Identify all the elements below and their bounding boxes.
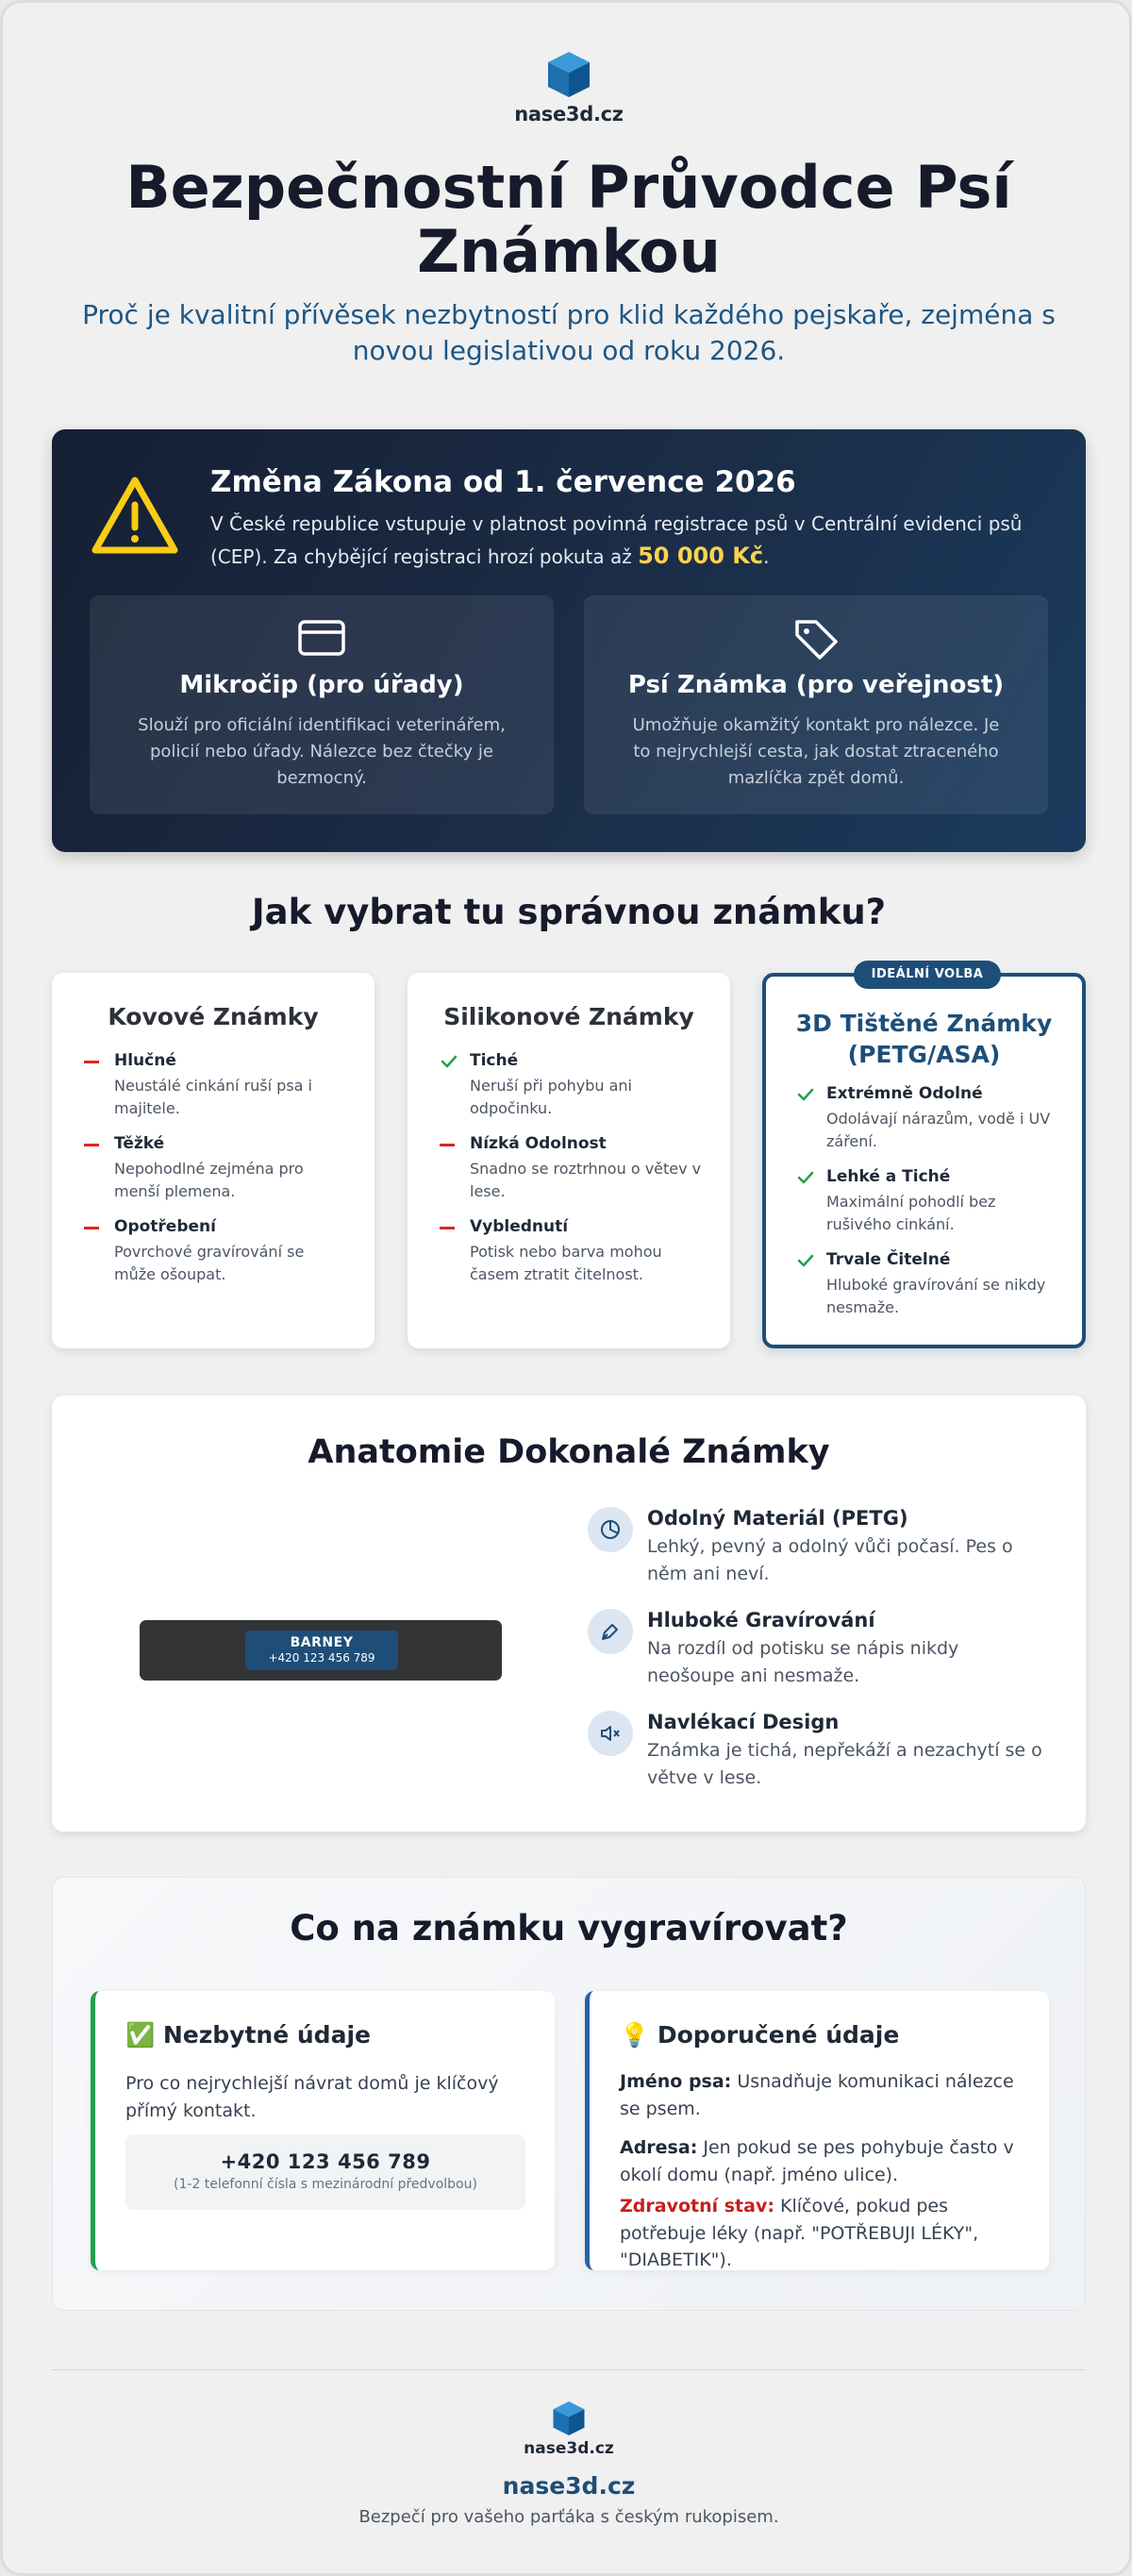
microchip-title: Mikročip (pro úřady): [179, 671, 464, 699]
feature-title: Navlékací Design: [647, 1711, 840, 1733]
ideal-choice-badge: IDEÁLNÍ VOLBA: [854, 961, 1001, 989]
item-title: Extrémně Odolné: [826, 1084, 983, 1103]
feature-title: Hluboké Gravírování: [647, 1609, 875, 1631]
check-icon: [796, 1251, 815, 1270]
item-text: Povrchové gravírování se může ošoupat.: [114, 1243, 305, 1283]
item-label: Adresa:: [620, 2137, 698, 2158]
phone-number: +420 123 456 789: [220, 2150, 431, 2173]
check-emoji-icon: ✅: [125, 2021, 156, 2049]
tag-icon: [791, 616, 841, 660]
item-text: Nepohodlné zejména pro menší plemena.: [114, 1160, 304, 1200]
page-subtitle: Proč je kvalitní přívěsek nezbytností pro klid každého pejskaře, zejména s novou legislativou od roku 2026.: [82, 299, 1056, 366]
lightbulb-icon: 💡: [620, 2021, 650, 2049]
law-text-end: .: [763, 545, 770, 568]
required-info-card: [91, 1991, 555, 2270]
tag-phone: +420 123 456 789: [268, 1651, 375, 1664]
item-title: Vyblednutí: [470, 1217, 569, 1236]
pen-icon: [588, 1609, 633, 1654]
law-text-body: V České republice vstupuje v platnost povinná registrace psů v Centrální evidenci psů (CEP). Za chybějící registraci hrozí pokuta až: [210, 512, 1023, 568]
minus-icon: [440, 1218, 458, 1237]
logo-text: nase3d.cz: [514, 103, 624, 125]
law-title: Změna Zákona od 1. července 2026: [210, 465, 796, 499]
item-text: Neruší při pohybu ani odpočinku.: [470, 1077, 632, 1117]
minus-icon: [84, 1135, 103, 1154]
compare-heading: Jak vybrat tu správnou známku?: [251, 892, 887, 932]
footer-logo-text: nase3d.cz: [524, 2439, 614, 2458]
list-item: [620, 2068, 1035, 2122]
check-icon: [796, 1085, 815, 1104]
anatomy-heading: Anatomie Dokonalé Známky: [308, 1433, 830, 1471]
item-title: Trvale Čitelné: [826, 1250, 951, 1269]
fine-amount: 50 000 Kč: [638, 543, 764, 569]
required-text: Pro co nejrychlejší návrat domů je klíčový přímý kontakt.: [125, 2073, 499, 2121]
card-title: 3D Tištěné Známky (PETG/ASA): [795, 1010, 1053, 1068]
item-label: Zdravotní stav:: [620, 2196, 774, 2216]
3d-printed-tags-card: [762, 967, 1086, 1348]
footer-divider: [52, 2369, 1086, 2370]
item-text: Maximální pohodlí bez rušivého cinkání.: [826, 1193, 996, 1233]
footer-logo[interactable]: [517, 2400, 621, 2458]
microchip-text: Slouží pro oficiální identifikaci veterinářem, policií nebo úřady. Nálezce bez čtečky je bezmocný.: [138, 715, 506, 788]
phone-note: (1-2 telefonní čísla s mezinárodní předvolbou): [174, 2177, 477, 2192]
feature-title: Odolný Materiál (PETG): [647, 1507, 908, 1530]
anatomy-panel: [52, 1396, 1086, 1832]
header-logo[interactable]: [508, 50, 630, 125]
item-text: Odolávají nárazům, vodě i UV záření.: [826, 1110, 1051, 1150]
item-title: Hlučné: [114, 1051, 176, 1070]
feature-text: Lehký, pevný a odolný vůči počasí. Pes o něm ani neví.: [647, 1536, 1013, 1584]
metal-tags-card: [52, 973, 375, 1348]
required-title: [125, 2021, 371, 2049]
silicone-tags-card: [408, 973, 730, 1348]
recommended-info-card: [585, 1991, 1049, 2270]
law-text: [210, 510, 1040, 574]
recommended-title-text: Doporučené údaje: [657, 2021, 900, 2049]
minus-icon: [84, 1218, 103, 1237]
required-title-text: Nezbytné údaje: [162, 2021, 371, 2049]
cube-logo-icon: [546, 50, 591, 99]
cube-logo-icon: [552, 2400, 586, 2437]
law-change-panel: [52, 429, 1086, 852]
page-title: Bezpečnostní Průvodce Psí Známkou: [125, 153, 1012, 287]
item-text: Neustálé cinkání ruší psa i majitele.: [114, 1077, 312, 1117]
item-label: Jméno psa:: [620, 2071, 732, 2092]
card-title: Silikonové Známky: [443, 1003, 694, 1030]
minus-icon: [440, 1135, 458, 1154]
warning-icon: [90, 475, 180, 558]
list-item: [620, 2134, 1035, 2188]
check-icon: [440, 1052, 458, 1071]
tag-plate: [245, 1631, 398, 1670]
engraving-heading: Co na známku vygravírovat?: [290, 1908, 848, 1949]
engraving-panel: [52, 1877, 1086, 2311]
footer-tagline: Bezpečí pro vašeho parťáka s českým rukopisem.: [358, 2507, 779, 2527]
phone-example: [125, 2134, 525, 2210]
item-title: Těžké: [114, 1134, 165, 1153]
microchip-card: [90, 595, 554, 814]
item-text: Potisk nebo barva mohou časem ztratit čitelnost.: [470, 1243, 662, 1283]
item-title: Opotřebení: [114, 1217, 216, 1236]
feature-text: Na rozdíl od potisku se nápis nikdy neošoupe ani nesmaže.: [647, 1638, 959, 1686]
item-title: Lehké a Tiché: [826, 1167, 951, 1186]
tag-dog-name: BARNEY: [290, 1635, 354, 1650]
item-text: Jen pokud se pes pohybuje často v okolí domu (např. jméno ulice).: [620, 2137, 1014, 2185]
check-icon: [796, 1168, 815, 1187]
recommended-title: [620, 2021, 899, 2049]
minus-icon: [84, 1052, 103, 1071]
mute-icon: [588, 1711, 633, 1756]
item-title: Nízká Odolnost: [470, 1134, 607, 1153]
list-item: [620, 2193, 1035, 2274]
dog-tag-title: Psí Známka (pro veřejnost): [627, 671, 1005, 699]
pie-chart-icon: [588, 1507, 633, 1552]
item-text: Klíčové, pokud pes potřebuje léky (např. "POTŘEBUJI LÉKY", "DIABETIK").: [620, 2196, 979, 2270]
tag-illustration: [140, 1620, 502, 1681]
feature-text: Známka je tichá, nepřekáží a nezachytí se o větve v lese.: [647, 1740, 1042, 1788]
footer-brand-link[interactable]: nase3d.cz: [502, 2472, 636, 2500]
item-text: Snadno se roztrhnou o větev v lese.: [470, 1160, 702, 1200]
item-title: Tiché: [470, 1051, 519, 1070]
dog-tag-text: Umožňuje okamžitý kontakt pro nálezce. Je to nejrychlejší cesta, jak dostat ztraceného mazlíčka zpět domů.: [632, 715, 1000, 788]
dog-tag-card: [584, 595, 1048, 814]
card-title: Kovové Známky: [108, 1003, 319, 1030]
item-text: Hluboké gravírování se nikdy nesmaže.: [826, 1276, 1046, 1316]
card-icon: [297, 616, 346, 660]
item-text: Usnadňuje komunikaci nálezce se psem.: [620, 2071, 1014, 2119]
